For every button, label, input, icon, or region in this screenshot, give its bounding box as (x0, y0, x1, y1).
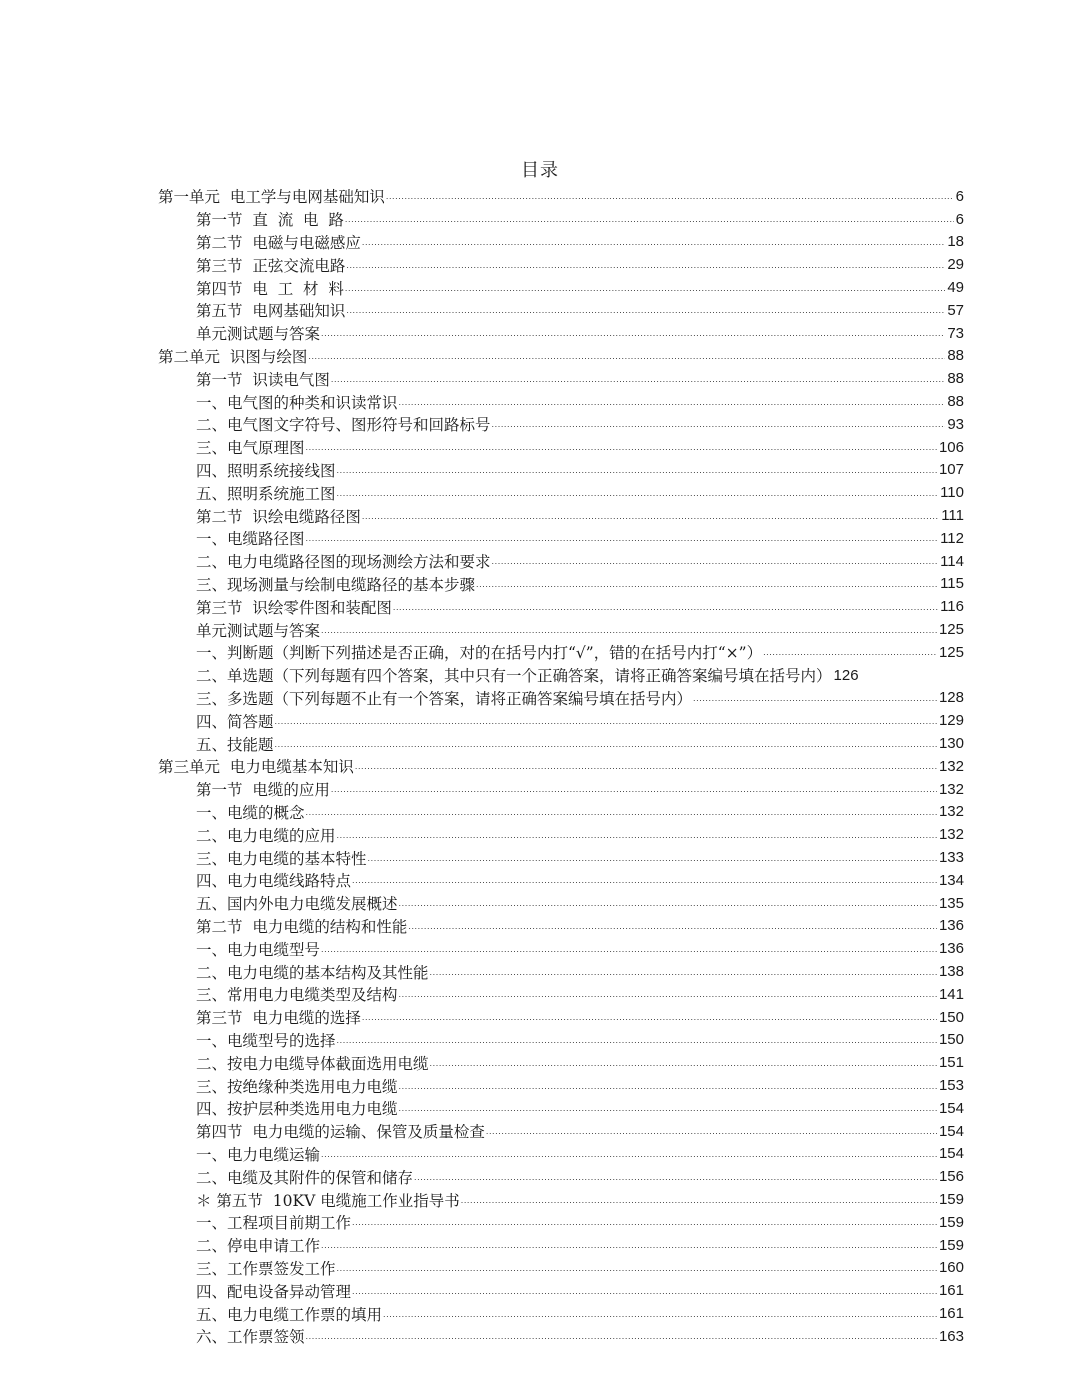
toc-page-number: 49 (947, 279, 964, 297)
toc-entry-title: 三、多选题（下列每题不止有一个答案，请将正确答案编号填在括号内） (196, 689, 693, 708)
toc-dot-leader (361, 1006, 937, 1028)
toc-entry-title: 第五节 电网基础知识 (196, 302, 346, 321)
toc-section-entry[interactable] (196, 367, 964, 390)
toc-page-number: 116 (940, 598, 964, 616)
toc-entry-title: 四、照明系统接线图 (196, 461, 336, 480)
toc-dot-leader (361, 505, 939, 527)
toc-entry-title: 四、简答题 (196, 712, 274, 731)
toc-page-number: 151 (938, 1054, 964, 1072)
toc-dot-leader (320, 1143, 937, 1165)
toc-entry-title: 二、电力电缆的应用 (196, 826, 336, 845)
toc-entry-title: 第二节 电磁与电磁感应 (196, 233, 361, 252)
toc-entry-title: 六、工作票签领 (196, 1328, 305, 1347)
toc-section-entry[interactable] (196, 550, 964, 573)
toc-page-number: 150 (938, 1008, 964, 1026)
toc-dot-leader (336, 1029, 937, 1051)
toc-entry-title: 一、电缆路径图 (196, 530, 305, 549)
toc-page-number: 136 (938, 917, 964, 935)
toc-entry-title: 二、单选题（下列每题有四个答案，其中只有一个正确答案，请将正确答案编号填在括号内） (196, 667, 832, 686)
toc-entry-title: 第三节 电力电缆的选择 (196, 1009, 361, 1028)
toc-page-number: 154 (938, 1122, 964, 1140)
toc-dot-leader (429, 1052, 937, 1074)
toc-dot-leader (351, 1211, 937, 1233)
toc-page-number: 156 (938, 1168, 964, 1186)
toc-section-entry[interactable] (196, 1325, 964, 1348)
toc-page-number: 132 (938, 803, 964, 821)
toc-section-entry[interactable] (196, 732, 964, 755)
toc-dot-leader (762, 641, 937, 663)
toc-dot-leader (345, 299, 945, 321)
toc-page-number: 93 (947, 415, 964, 433)
toc-entry-title: 第二节 识绘电缆路径图 (196, 507, 361, 526)
toc-section-entry[interactable] (196, 390, 964, 413)
toc-section-entry[interactable] (196, 276, 964, 299)
toc-section-entry[interactable] (196, 436, 964, 459)
toc-section-entry[interactable] (196, 527, 964, 550)
toc-entry-title: 三、现场测量与绘制电缆路径的基本步骤 (196, 575, 476, 594)
toc-dot-leader (485, 1120, 937, 1142)
toc-page-number: 163 (938, 1327, 964, 1345)
toc-page-number: 141 (938, 985, 964, 1003)
toc-section-entry[interactable] (196, 846, 964, 869)
toc-entry-title: 三、按绝缘种类选用电力电缆 (196, 1077, 398, 1096)
toc-dot-leader (344, 277, 945, 299)
toc-dot-leader (336, 459, 937, 481)
page-title: 目录 (521, 160, 559, 181)
toc-page-number: 161 (938, 1282, 964, 1300)
toc-dot-leader (351, 1280, 937, 1302)
toc-entry-title: 三、电气原理图 (196, 439, 305, 458)
toc-entry-title: 二、停电申请工作 (196, 1237, 321, 1256)
toc-dot-leader (398, 892, 937, 914)
toc-section-entry[interactable] (196, 641, 964, 664)
toc-entry-title: 第一节 直 流 电 路 (196, 211, 344, 230)
toc-page-number: 114 (940, 552, 964, 570)
toc-entry-title: 二、电力电缆的基本结构及其性能 (196, 963, 429, 982)
toc-page-number: 88 (947, 393, 964, 411)
toc-dot-leader (429, 961, 937, 983)
toc-entry-title: 第一单元 电工学与电网基础知识 (158, 188, 385, 207)
toc-entry-title: 第一节 识读电气图 (196, 370, 330, 389)
toc-page-number: 154 (938, 1099, 964, 1117)
toc-entry-title: 一、电缆的概念 (196, 803, 305, 822)
toc-entry-title: 单元测试题与答案 (196, 325, 321, 344)
toc-dot-leader (392, 596, 938, 618)
toc-dot-leader (692, 687, 937, 709)
toc-dot-leader (491, 413, 946, 435)
toc-entry-title: 二、电缆及其附件的保管和储存 (196, 1168, 414, 1187)
toc-dot-leader (344, 208, 954, 230)
toc-page-number: 159 (938, 1236, 964, 1254)
toc-section-entry[interactable] (196, 869, 964, 892)
toc-section-entry[interactable] (196, 253, 964, 276)
toc-page-number: 150 (938, 1031, 964, 1049)
toc-dot-leader (320, 1234, 937, 1256)
toc-entry-title: 三、电力电缆的基本特性 (196, 849, 367, 868)
toc-section-entry[interactable] (196, 1165, 964, 1188)
toc-entry-title: 一、电缆型号的选择 (196, 1031, 336, 1050)
toc-dot-leader (413, 1166, 937, 1188)
toc-entry-title: 四、按护层种类选用电力电缆 (196, 1100, 398, 1119)
toc-entry-title: 三、常用电力电缆类型及结构 (196, 986, 398, 1005)
toc-section-entry[interactable] (196, 1143, 964, 1166)
toc-dot-leader (460, 1189, 937, 1211)
toc-section-entry[interactable] (196, 1188, 964, 1211)
toc-page-number: 161 (938, 1305, 964, 1323)
toc-section-entry[interactable] (196, 413, 964, 436)
toc-section-entry[interactable] (196, 481, 964, 504)
toc-section-entry[interactable] (196, 1211, 964, 1234)
toc-page-number: 134 (938, 871, 964, 889)
toc-entry-title: 四、配电设备异动管理 (196, 1282, 352, 1301)
toc-section-entry[interactable] (196, 801, 964, 824)
toc-page-number: 154 (938, 1145, 964, 1163)
toc-page-number: 138 (938, 963, 964, 981)
toc-dot-leader (354, 755, 937, 777)
toc-page-number: 128 (938, 689, 964, 707)
toc-page-number: 111 (941, 507, 964, 525)
toc-page-number: 159 (938, 1213, 964, 1231)
toc-section-entry[interactable] (196, 1257, 964, 1280)
toc-section-entry[interactable] (196, 983, 964, 1006)
toc-section-entry[interactable] (196, 1302, 964, 1325)
toc-dot-leader (367, 847, 937, 869)
toc-section-entry[interactable] (196, 1234, 964, 1257)
toc-dot-leader (345, 254, 945, 276)
toc-section-entry[interactable] (196, 299, 964, 322)
toc-page-number: 129 (938, 712, 964, 730)
toc-dot-leader (336, 482, 939, 504)
toc-entry-title: 第二单元 识图与绘图 (158, 347, 308, 366)
toc-entry-title: 单元测试题与答案 (196, 621, 321, 640)
toc-unit-entry[interactable] (158, 755, 964, 778)
toc-dot-leader (398, 983, 937, 1005)
toc-page-number: 6 (955, 210, 964, 228)
toc-dot-leader (398, 391, 946, 413)
toc-entry-title: 第四节 电 工 材 料 (196, 279, 344, 298)
toc-entry-title: 第四节 电力电缆的运输、保管及质量检查 (196, 1123, 485, 1142)
toc-entry-title: 二、按电力电缆导体截面选用电缆 (196, 1054, 429, 1073)
toc-page-number: 18 (947, 233, 964, 251)
toc-dot-leader (305, 527, 939, 549)
toc-dot-leader (274, 733, 937, 755)
toc-dot-leader (398, 1097, 937, 1119)
toc-dot-leader (385, 185, 954, 207)
toc-page-number: 88 (947, 370, 964, 388)
toc-page-number: 125 (938, 621, 964, 639)
toc-dot-leader (491, 550, 939, 572)
toc-page-number: 133 (938, 849, 964, 867)
toc-section-entry[interactable] (196, 1006, 964, 1029)
toc-section-entry[interactable] (196, 915, 964, 938)
toc-section-entry[interactable] (196, 573, 964, 596)
toc-dot-leader (320, 938, 937, 960)
toc-entry-title: 二、电力电缆路径图的现场测绘方法和要求 (196, 553, 491, 572)
toc-entry-title: 四、电力电缆线路特点 (196, 872, 352, 891)
toc-entry-title: 一、判断题（判断下列描述是否正确，对的在括号内打“√”，错的在括号内打“×”） (196, 644, 763, 663)
toc-entry-title: 三、工作票签发工作 (196, 1259, 336, 1278)
toc-page-number: 160 (938, 1259, 964, 1277)
toc-section-entry[interactable] (196, 1120, 964, 1143)
toc-section-entry[interactable] (196, 709, 964, 732)
toc-page-number: 73 (947, 324, 964, 342)
toc-section-entry[interactable] (196, 595, 964, 618)
toc-entry-title: ＊ 第五节 10KV 电缆施工作业指导书 (196, 1191, 460, 1210)
toc-dot-leader (398, 1075, 937, 1097)
toc-dot-leader (307, 345, 945, 367)
toc-entry-title: 第一节 电缆的应用 (196, 781, 330, 800)
toc-section-entry[interactable] (196, 618, 964, 641)
toc-entry-title: 第三单元 电力电缆基本知识 (158, 758, 354, 777)
toc-section-entry[interactable] (196, 1029, 964, 1052)
toc-section-entry[interactable] (196, 1051, 964, 1074)
toc-dot-leader (382, 1303, 937, 1325)
toc-dot-leader (274, 710, 937, 732)
toc-entry-title: 一、电气图的种类和识读常识 (196, 393, 398, 412)
toc-page-number: 132 (938, 757, 964, 775)
toc-entry-title: 第三节 正弦交流电路 (196, 256, 346, 275)
toc-unit-entry[interactable] (158, 185, 964, 208)
toc-page-number: 6 (955, 187, 964, 205)
toc-unit-entry[interactable] (158, 345, 964, 368)
toc-dot-leader (361, 231, 945, 253)
toc-section-entry[interactable] (196, 1097, 964, 1120)
toc-section-entry[interactable] (196, 687, 964, 710)
toc-page-number: 126 (833, 666, 859, 684)
toc-entry-title: 五、照明系统施工图 (196, 484, 336, 503)
toc-page-number: 130 (938, 735, 964, 753)
toc-page-number: 29 (947, 256, 964, 274)
toc-page-number: 132 (938, 826, 964, 844)
toc-page-number: 153 (938, 1077, 964, 1095)
toc-page-number: 135 (938, 894, 964, 912)
toc-page-number: 107 (938, 461, 964, 479)
toc-section-entry[interactable] (196, 459, 964, 482)
toc-dot-leader (305, 801, 937, 823)
toc-page-number: 112 (940, 529, 964, 547)
toc-page-number: 136 (938, 940, 964, 958)
toc-page-number: 88 (947, 347, 964, 365)
toc-entry-title: 五、电力电缆工作票的填用 (196, 1305, 383, 1324)
toc-dot-leader (330, 368, 945, 390)
toc-section-entry[interactable] (196, 1279, 964, 1302)
toc-page-number: 125 (938, 643, 964, 661)
toc-entry-title: 一、电力电缆型号 (196, 940, 321, 959)
toc-section-entry[interactable] (196, 322, 964, 345)
toc-section-entry[interactable] (196, 1074, 964, 1097)
toc-section-entry[interactable] (196, 892, 964, 915)
toc-dot-leader (336, 1257, 937, 1279)
toc-entry-title: 第二节 电力电缆的结构和性能 (196, 917, 408, 936)
toc-dot-leader (336, 824, 937, 846)
toc-entry-title: 五、技能题 (196, 735, 274, 754)
toc-dot-leader (351, 869, 937, 891)
toc-entry-title: 五、国内外电力电缆发展概述 (196, 895, 398, 914)
toc-section-entry[interactable] (196, 778, 964, 801)
toc-section-entry[interactable] (196, 504, 964, 527)
toc-page-number: 57 (947, 301, 964, 319)
toc-section-entry[interactable] (196, 664, 972, 687)
toc-dot-leader (475, 573, 938, 595)
toc-entry-title: 一、工程项目前期工作 (196, 1214, 352, 1233)
toc-dot-leader (407, 915, 937, 937)
toc-section-entry[interactable] (196, 823, 964, 846)
toc-dot-leader (330, 778, 937, 800)
toc-section-entry[interactable] (196, 231, 964, 254)
toc-section-entry[interactable] (196, 960, 964, 983)
toc-page-number: 106 (938, 438, 964, 456)
toc-dot-leader (305, 1325, 937, 1347)
toc-dot-leader (320, 619, 937, 641)
toc-dot-leader (320, 322, 945, 344)
toc-entry-title: 一、电力电缆运输 (196, 1145, 321, 1164)
toc-page-number: 110 (940, 484, 964, 502)
toc-entry-title: 第三节 识绘零件图和装配图 (196, 598, 392, 617)
toc-page-number: 115 (940, 575, 964, 593)
toc-entry-title: 二、电气图文字符号、图形符号和回路标号 (196, 416, 491, 435)
toc-page-number: 159 (938, 1191, 964, 1209)
toc-section-entry[interactable] (196, 208, 964, 231)
toc-page-number: 132 (938, 780, 964, 798)
toc-section-entry[interactable] (196, 937, 964, 960)
toc-dot-leader (305, 436, 937, 458)
